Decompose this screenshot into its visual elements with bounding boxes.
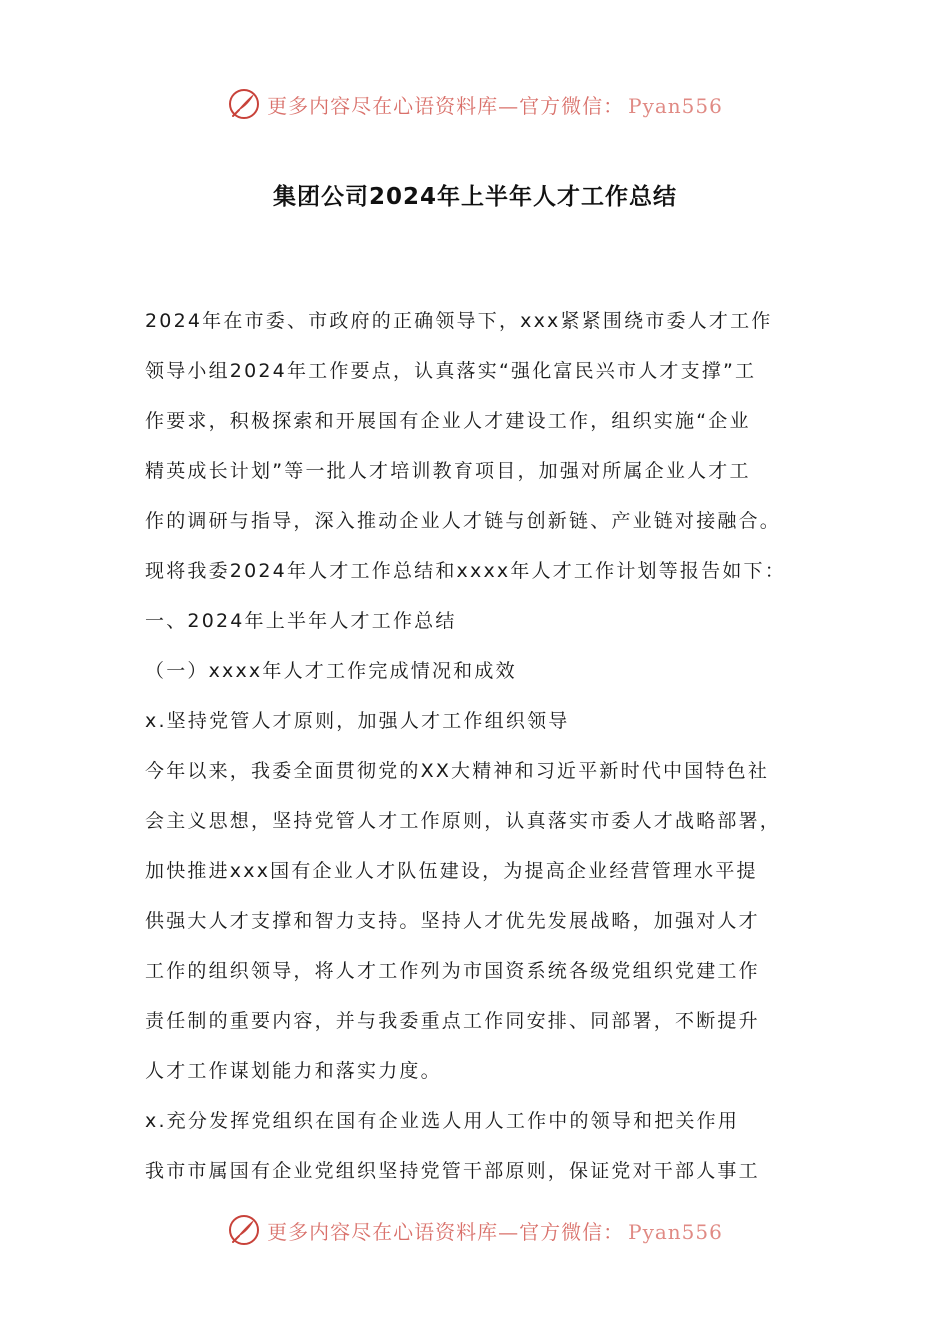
watermark-wechat-id: Pyan556 — [628, 93, 723, 118]
watermark-banner-top — [0, 84, 950, 124]
section-heading: 一、2024年上半年人才工作总结 — [145, 610, 457, 632]
point-heading: x.坚持党管人才原则，加强人才工作组织领导 — [145, 710, 570, 732]
body-line: 今年以来，我委全面贯彻党的XX大精神和习近平新时代中国特色社 — [145, 760, 770, 782]
document-body — [145, 296, 815, 1196]
document-title: 集团公司2024年上半年人才工作总结 — [272, 184, 677, 210]
body-line: 2024年在市委、市政府的正确领导下，xxx紧紧围绕市委人才工作 — [145, 310, 773, 332]
feather-pen-logo-icon — [227, 1213, 261, 1247]
body-line: 人才工作谋划能力和落实力度。 — [145, 1060, 442, 1082]
body-line: 我市市属国有企业党组织坚持党管干部原则，保证党对干部人事工 — [145, 1160, 760, 1182]
body-line: 作要求，积极探索和开展国有企业人才建设工作，组织实施“企业 — [145, 410, 751, 432]
body-line: 责任制的重要内容，并与我委重点工作同安排、同部署，不断提升 — [145, 1010, 760, 1032]
watermark-text: 更多内容尽在心语资料库—官方微信： Pyan556 — [267, 93, 723, 118]
body-line: 会主义思想，坚持党管人才工作原则，认真落实市委人才战略部署， — [145, 810, 782, 832]
watermark-banner-bottom — [0, 1210, 950, 1250]
watermark-wechat-id: Pyan556 — [628, 1219, 723, 1244]
body-line: 领导小组2024年工作要点，认真落实“强化富民兴市人才支撑”工 — [145, 360, 757, 382]
body-line: 精英成长计划”等一批人才培训教育项目，加强对所属企业人才工 — [145, 460, 751, 482]
subsection-heading: （一）xxxx年人才工作完成情况和成效 — [145, 660, 517, 682]
body-line: 作的调研与指导，深入推动企业人才链与创新链、产业链对接融合。 — [145, 510, 782, 532]
feather-pen-logo-icon — [227, 87, 261, 121]
body-line: 工作的组织领导，将人才工作列为市国资系统各级党组织党建工作 — [145, 960, 760, 982]
body-line: 供强大人才支撑和智力支持。坚持人才优先发展战略，加强对人才 — [145, 910, 760, 932]
point-heading: x.充分发挥党组织在国有企业选人用人工作中的领导和把关作用 — [145, 1110, 740, 1132]
body-line: 加快推进xxx国有企业人才队伍建设，为提高企业经营管理水平提 — [145, 860, 758, 882]
body-line: 现将我委2024年人才工作总结和xxxx年人才工作计划等报告如下： — [145, 560, 786, 582]
watermark-text: 更多内容尽在心语资料库—官方微信： Pyan556 — [267, 1219, 723, 1244]
